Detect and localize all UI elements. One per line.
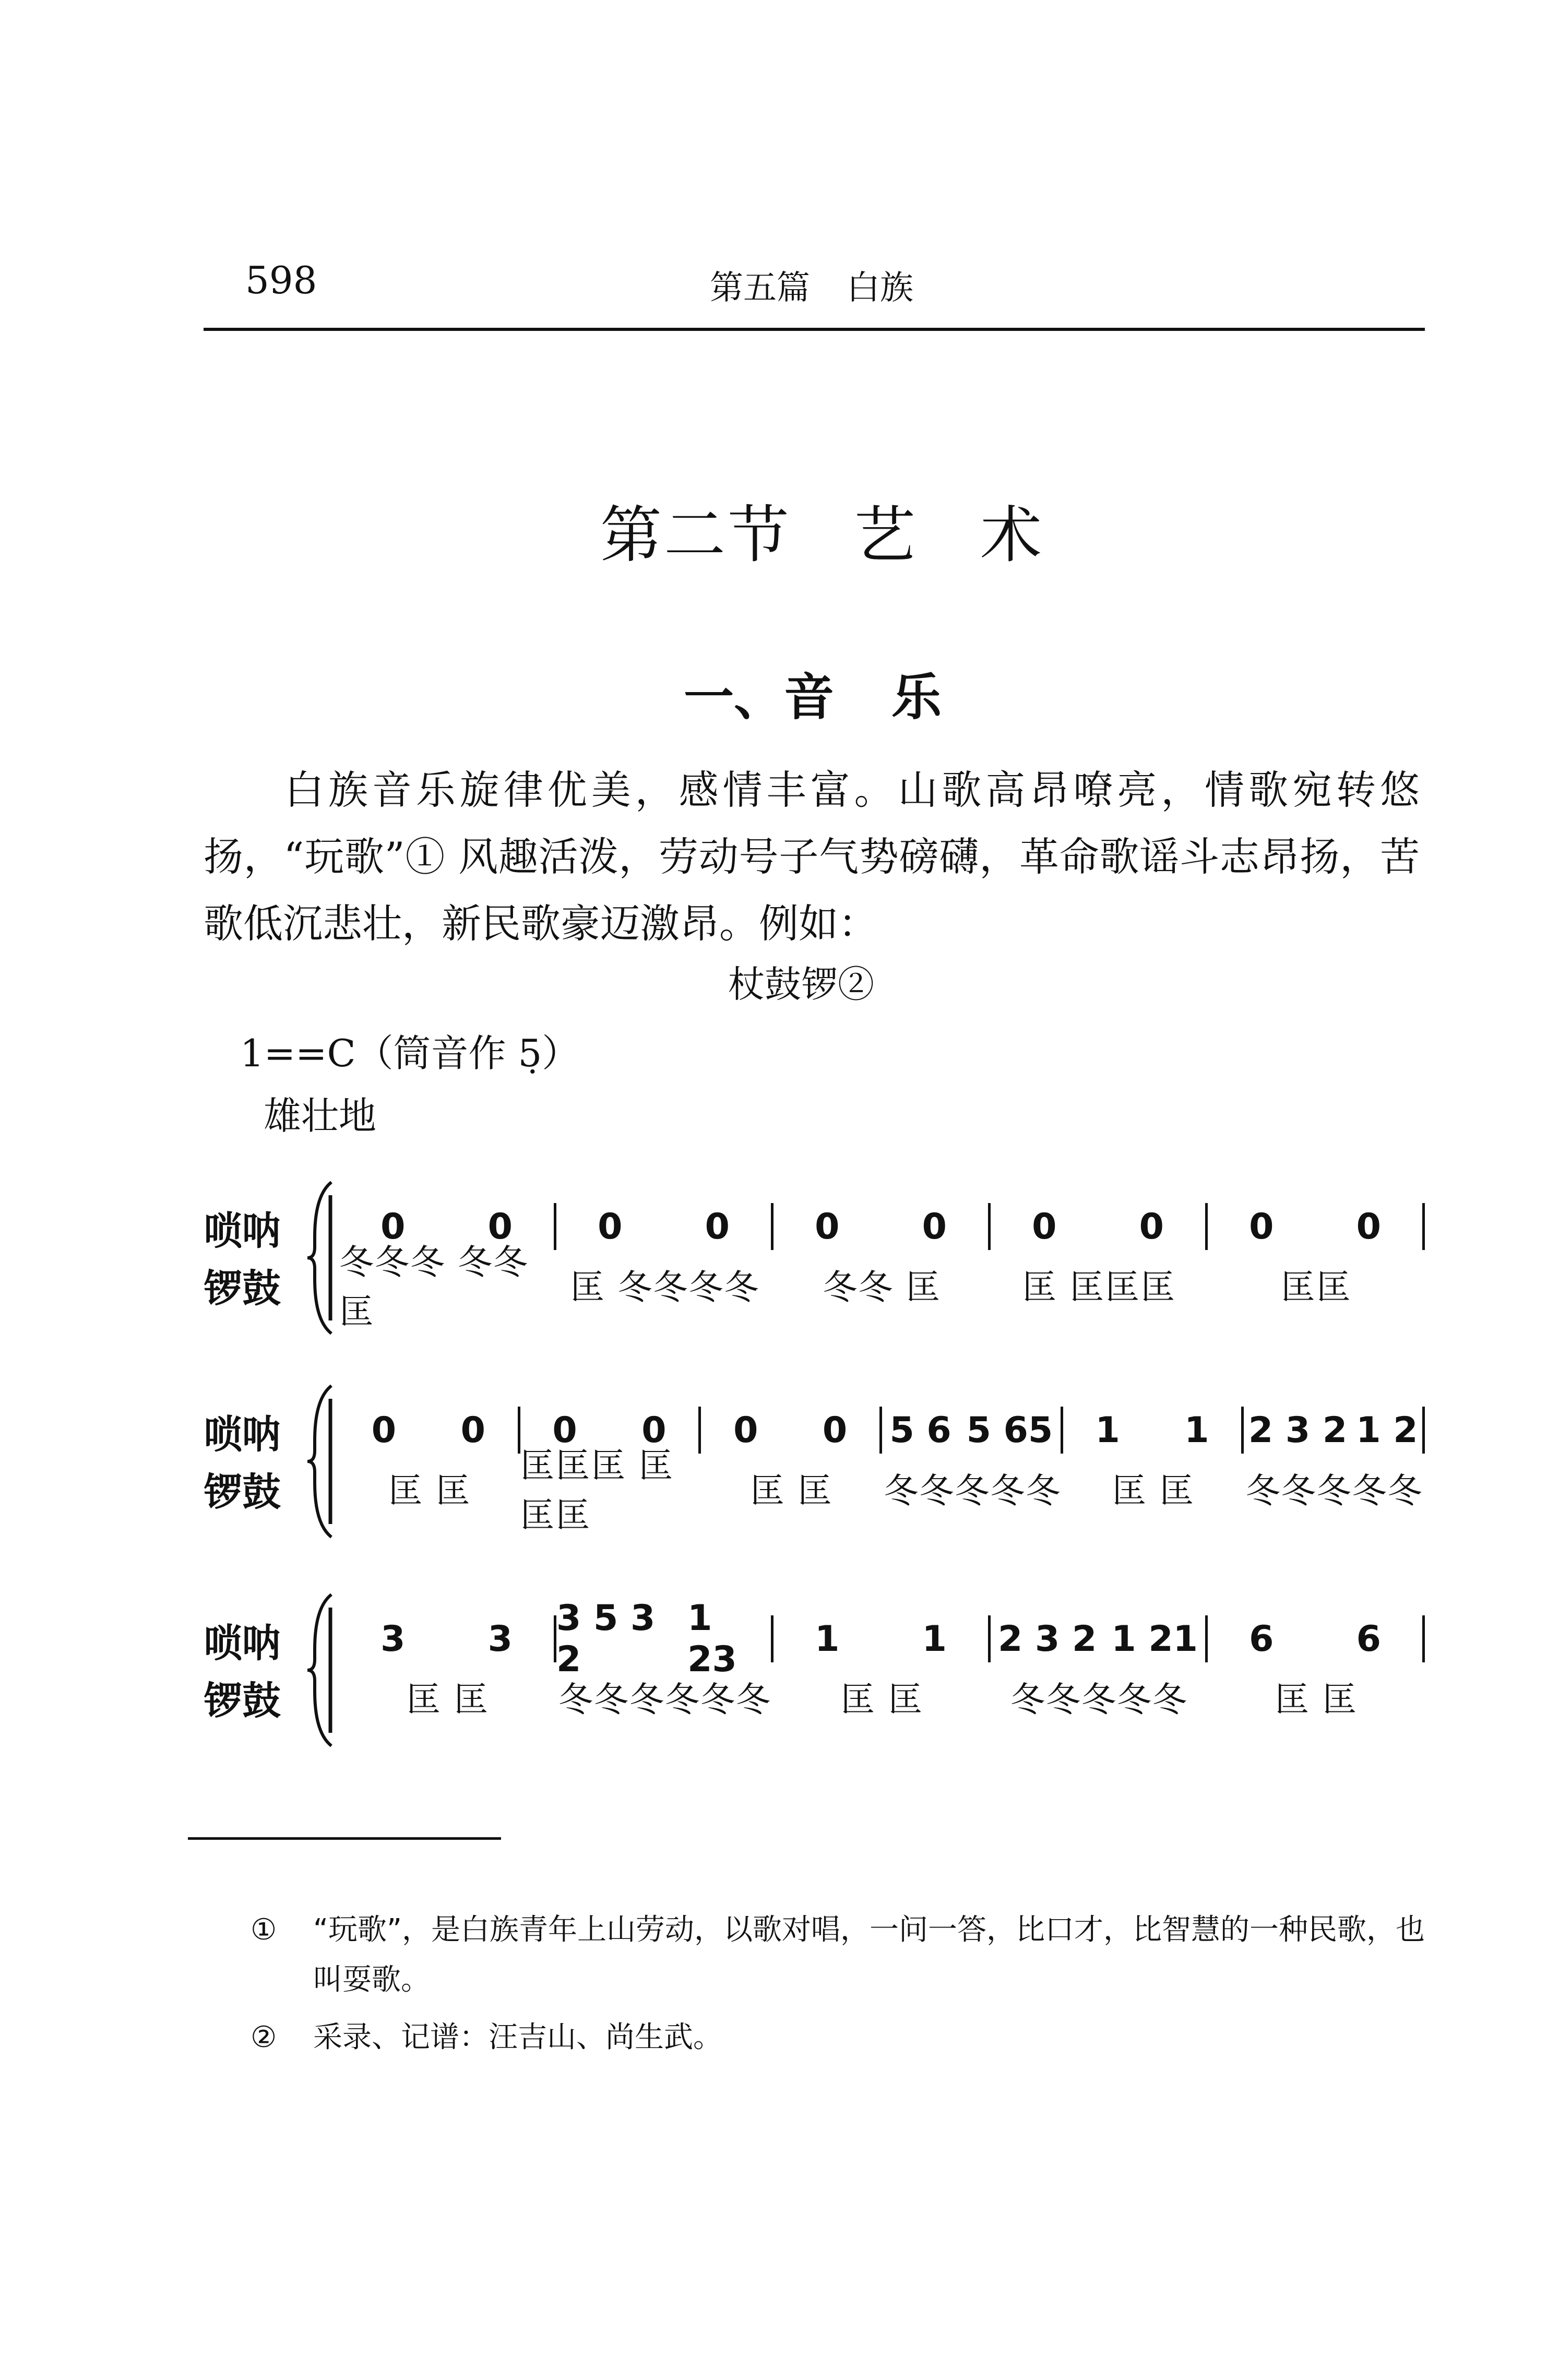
- system-brace: [305, 1180, 337, 1336]
- note: 0: [1249, 1206, 1274, 1247]
- percussion-measure: [339, 1464, 520, 1511]
- note: 2 3 2: [998, 1618, 1097, 1660]
- footnote-2-mark: ②: [251, 2020, 277, 2054]
- note: 0: [460, 1409, 485, 1451]
- note: 0: [380, 1206, 406, 1247]
- instrument-label-suona: 唢呐: [204, 1209, 281, 1254]
- footnote-2: [251, 2013, 1430, 2063]
- percussion-pattern: 匡匡匡 匡匡匡: [520, 1446, 674, 1536]
- note: 0: [487, 1206, 513, 1247]
- instrument-label-suona: 唢呐: [204, 1412, 281, 1457]
- percussion-measure: [520, 1446, 701, 1536]
- music-system: [198, 1180, 1425, 1347]
- note: 5 6: [889, 1409, 951, 1451]
- footnote-1-text: “玩歌”，是白族青年上山劳动，以歌对唱，一问一答，比口才，比智慧的一种民歌，也叫耍歌。: [313, 1913, 1425, 1997]
- note: 6: [1249, 1618, 1274, 1660]
- percussion-pattern: 冬冬 匡: [823, 1267, 942, 1307]
- subsection-title-part-1: 一、音: [684, 668, 834, 727]
- section-title: [600, 485, 1044, 574]
- percussion-pattern: 冬冬冬冬冬冬: [558, 1679, 771, 1720]
- system-brace: [305, 1592, 337, 1748]
- percussion-pattern: 匡 匡: [750, 1470, 834, 1511]
- system-brace: [305, 1383, 337, 1540]
- percussion-pattern: 冬冬冬冬冬: [1010, 1679, 1188, 1720]
- note: 0: [641, 1409, 667, 1451]
- measure: [1205, 1203, 1425, 1250]
- footnote-1: [251, 1905, 1430, 2005]
- note: 1: [1095, 1409, 1120, 1451]
- percussion-pattern: 匡 匡: [1112, 1470, 1195, 1511]
- note: 6: [1356, 1618, 1381, 1660]
- percussion-measure: [991, 1260, 1208, 1307]
- percussion-measure: [556, 1260, 773, 1307]
- tempo-marking: 雄壮地: [264, 1094, 377, 1138]
- measure: [554, 1203, 771, 1250]
- suona-line: [339, 1598, 1425, 1680]
- note: 1: [815, 1618, 840, 1660]
- footnote-rule: [188, 1837, 501, 1840]
- note: 0: [922, 1206, 947, 1247]
- percussion-measure: [339, 1673, 556, 1720]
- measure: [879, 1407, 1061, 1454]
- percussion-measure: [882, 1464, 1063, 1511]
- measure: [339, 1407, 518, 1454]
- measure: [771, 1203, 988, 1250]
- percussion-measure: [701, 1464, 882, 1511]
- measure: [1241, 1407, 1425, 1454]
- measure: [1061, 1407, 1242, 1454]
- gong-drum-line: [339, 1242, 1425, 1332]
- note: 3: [487, 1618, 513, 1660]
- section-title-char-1: 艺: [854, 499, 918, 571]
- percussion-measure: [1244, 1464, 1425, 1511]
- note: 0: [552, 1409, 577, 1451]
- percussion-measure: [1063, 1464, 1244, 1511]
- intro-text: 白族音乐旋律优美，感情丰富。山歌高昂嘹亮，情歌宛转悠扬，“玩歌”① 风趣活泼，劳动号子气势磅礴，革命歌谣斗志昂扬，苦歌低沉悲壮，新民歌豪迈激昂。例如：: [204, 767, 1420, 947]
- note: 2 3 2: [1248, 1409, 1348, 1451]
- percussion-pattern: 匡 冬冬冬冬: [570, 1267, 760, 1307]
- note: 0: [822, 1409, 848, 1451]
- note: 0: [598, 1206, 623, 1247]
- note: 1: [922, 1618, 947, 1660]
- note: 1 21: [1111, 1618, 1198, 1660]
- subsection-title: [684, 658, 942, 729]
- note: 3: [380, 1618, 406, 1660]
- percussion-measure: [1208, 1260, 1425, 1307]
- percussion-pattern: 匡 匡: [406, 1679, 490, 1720]
- percussion-pattern: 冬冬冬冬冬: [884, 1470, 1062, 1511]
- footnotes: [251, 1905, 1430, 2070]
- note: 3 5 3 2: [556, 1598, 656, 1680]
- header-rule: [204, 328, 1425, 331]
- percussion-pattern: 匡 匡匡匡: [1022, 1267, 1176, 1307]
- percussion-measure: [773, 1673, 991, 1720]
- percussion-pattern: 匡 匡: [1275, 1679, 1358, 1720]
- section-title-char-2: 术: [980, 499, 1044, 571]
- section-title-number: 第二节: [600, 499, 792, 571]
- percussion-pattern: 匡 匡: [388, 1470, 471, 1511]
- note: 0: [1139, 1206, 1164, 1247]
- percussion-pattern: 冬冬冬冬冬: [1245, 1470, 1423, 1511]
- music-system: [198, 1383, 1425, 1550]
- key-signature: 1==C（筒音作 5̣）: [240, 1031, 580, 1075]
- ethnicity-label: 白族: [847, 269, 913, 307]
- suona-line: [339, 1407, 1425, 1454]
- percussion-pattern: 冬冬冬 冬冬 匡: [339, 1242, 529, 1332]
- note: 0: [1356, 1206, 1381, 1247]
- note: 1 2: [1356, 1409, 1418, 1451]
- gong-drum-line: [339, 1673, 1425, 1720]
- note: 1 23: [687, 1598, 737, 1680]
- music-system: [198, 1592, 1425, 1759]
- percussion-measure: [991, 1673, 1208, 1720]
- measure: [988, 1203, 1205, 1250]
- page-number: 598: [245, 258, 317, 302]
- note: 0: [815, 1206, 840, 1247]
- measure: [771, 1615, 988, 1662]
- note: 0: [733, 1409, 758, 1451]
- measure: [554, 1598, 771, 1680]
- percussion-pattern: 匡 匡: [840, 1679, 924, 1720]
- note: 5 65: [966, 1409, 1053, 1451]
- note: 1: [1184, 1409, 1209, 1451]
- note: 0: [371, 1409, 397, 1451]
- measure: [339, 1615, 554, 1662]
- instrument-label-gong-drum: 锣鼓: [204, 1266, 281, 1311]
- note: 0: [705, 1206, 730, 1247]
- footnote-2-text: 采录、记谱：汪吉山、尚生武。: [313, 2020, 722, 2054]
- instrument-label-suona: 唢呐: [204, 1621, 281, 1666]
- running-header: [710, 261, 950, 309]
- percussion-measure: [773, 1260, 991, 1307]
- instrument-label-gong-drum: 锣鼓: [204, 1470, 281, 1515]
- percussion-measure: [556, 1673, 773, 1720]
- subsection-title-part-2: 乐: [891, 668, 942, 727]
- measure: [988, 1615, 1205, 1662]
- measure: [698, 1407, 879, 1454]
- percussion-measure: [1208, 1673, 1425, 1720]
- percussion-pattern: 匡匡: [1281, 1267, 1352, 1307]
- song-title: 杖鼓锣②: [728, 963, 874, 1006]
- intro-paragraph: [204, 757, 1420, 957]
- percussion-measure: [339, 1242, 556, 1332]
- note: 0: [1032, 1206, 1057, 1247]
- gong-drum-line: [339, 1446, 1425, 1536]
- footnote-1-mark: ①: [251, 1913, 277, 1947]
- part-label: 第五篇: [710, 269, 810, 307]
- instrument-label-gong-drum: 锣鼓: [204, 1679, 281, 1723]
- measure: [1205, 1615, 1425, 1662]
